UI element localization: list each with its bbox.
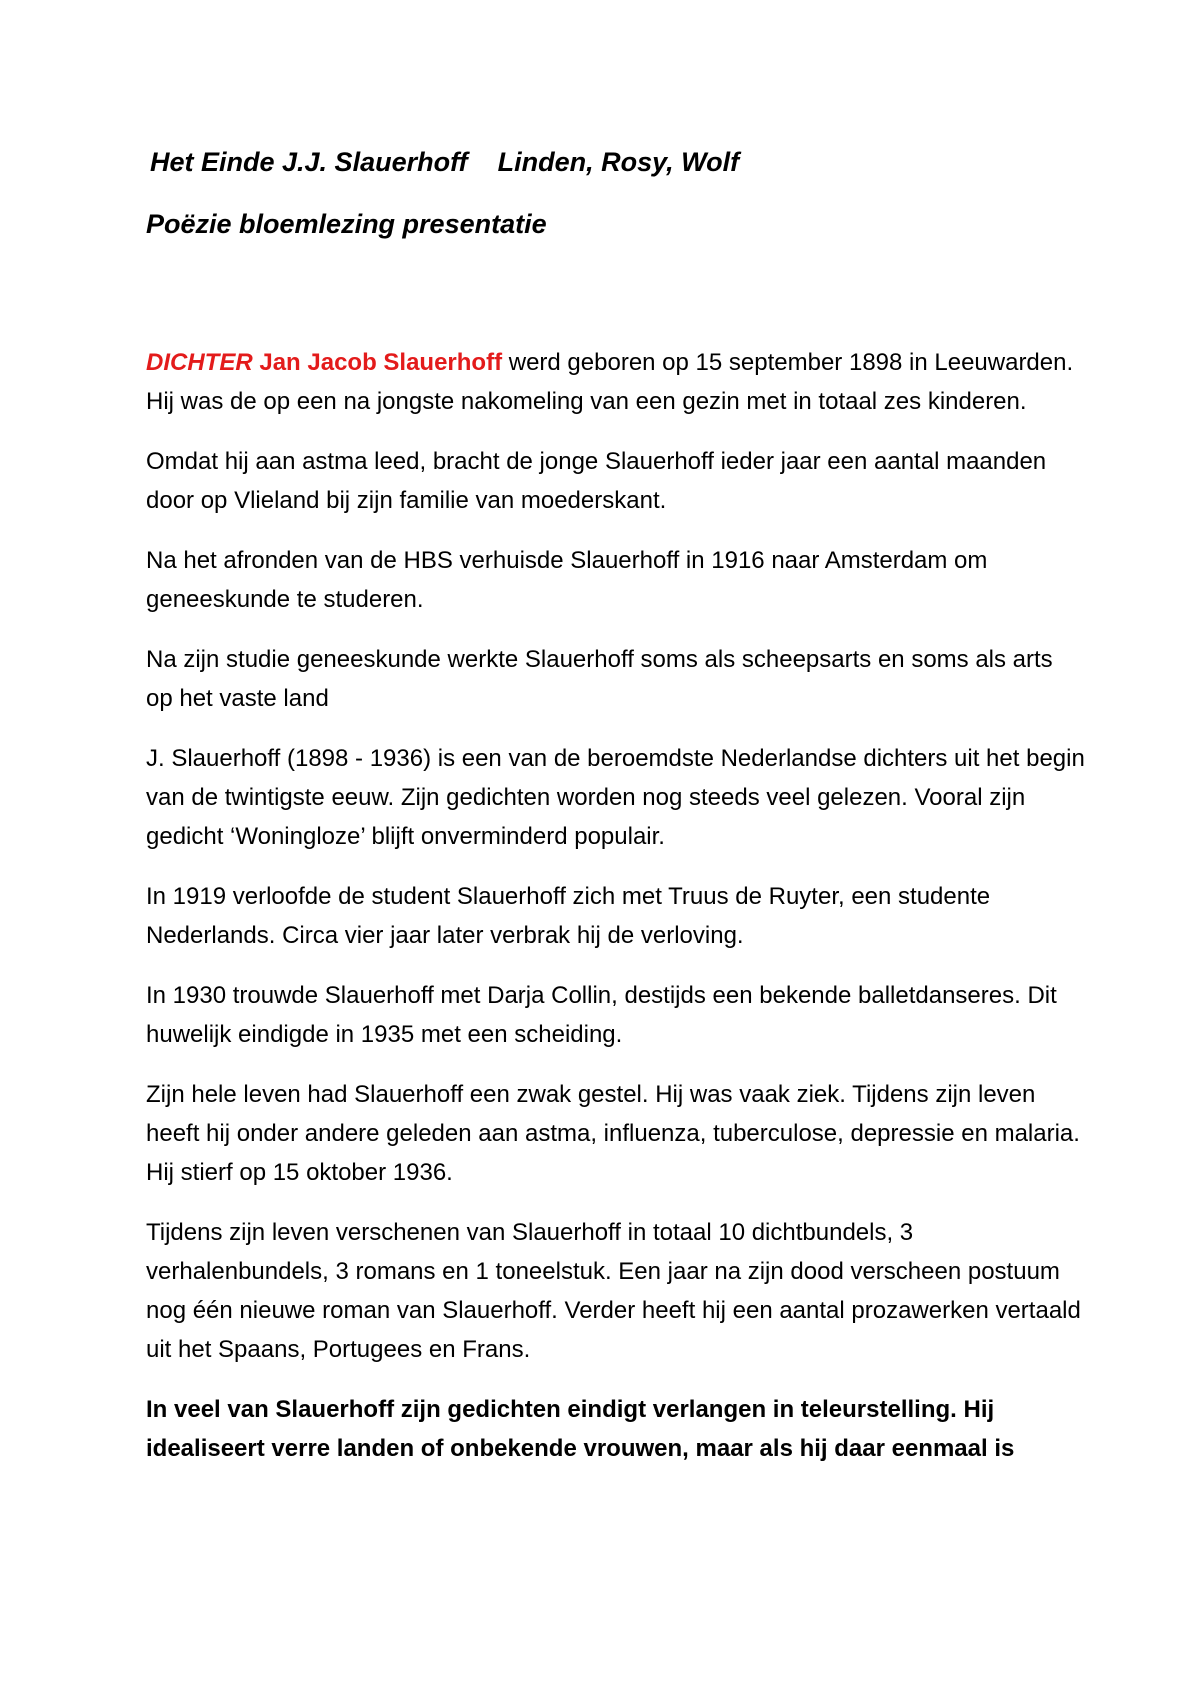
intro-text: werd geboren op 15 september 1898 in Leeuwarden. Hij was de op een na jongste nakomeling van een gezin met in totaal zes kinderen. (146, 349, 1074, 415)
paragraph-gezondheid: Zijn hele leven had Slauerhoff een zwak gestel. Hij was vaak ziek. Tijdens zijn leven heeft hij onder andere geleden aan astma, influenza, tuberculose, depressie en malaria. Hij stierf op 15 oktober 1936. (146, 1081, 1080, 1186)
paragraph-hbs: Na het afronden van de HBS verhuisde Slauerhoff in 1916 naar Amsterdam om geneeskunde te studeren. (146, 547, 988, 613)
paragraph-verloving: In 1919 verloofde de student Slauerhoff zich met Truus de Ruyter, een studente Nederlands. Circa vier jaar later verbrak hij de verloving. (146, 883, 991, 949)
closing-paragraph: In veel van Slauerhoff zijn gedichten eindigt verlangen in teleurstelling. Hij idealiseert verre landen of onbekende vrouwen, maar als hij daar eenmaal is (146, 1396, 1015, 1462)
document-subtitle: Poëzie bloemlezing presentatie (146, 209, 547, 239)
poet-name: Jan Jacob Slauerhoff (259, 349, 503, 376)
paragraph-huwelijk: In 1930 trouwde Slauerhoff met Darja Collin, destijds een bekende balletdanseres. Dit huwelijk eindigde in 1935 met een scheiding. (146, 982, 1057, 1048)
paragraph-scheepsarts: Na zijn studie geneeskunde werkte Slauerhoff soms als scheepsarts en soms als arts op het vaste land (146, 646, 1053, 712)
document-body (146, 142, 1086, 1489)
paragraph-beroemd: J. Slauerhoff (1898 - 1936) is een van de beroemdste Nederlandse dichters uit het begin van de twintigste eeuw. Zijn gedichten worden nog steeds veel gelezen. Vooral zijn gedicht ‘Woningloze’ blijft onverminderd populair. (146, 745, 1085, 850)
paragraph-werken: Tijdens zijn leven verschenen van Slauerhoff in totaal 10 dichtbundels, 3 verhalenbundels, 3 romans en 1 toneelstuk. Een jaar na zijn dood verscheen postuum nog één nieuwe roman van Slauerhoff. Verder heeft hij een aantal prozawerken vertaald uit het Spaans, Portugees en Frans. (146, 1219, 1081, 1363)
document-title: Het Einde J.J. Slauerhoff Linden, Rosy, Wolf (150, 147, 740, 177)
intro-paragraph (146, 343, 1086, 421)
paragraph-astma: Omdat hij aan astma leed, bracht de jonge Slauerhoff ieder jaar een aantal maanden door op Vlieland bij zijn familie van moederskant. (146, 448, 1047, 514)
intro-label: DICHTER (146, 349, 253, 376)
